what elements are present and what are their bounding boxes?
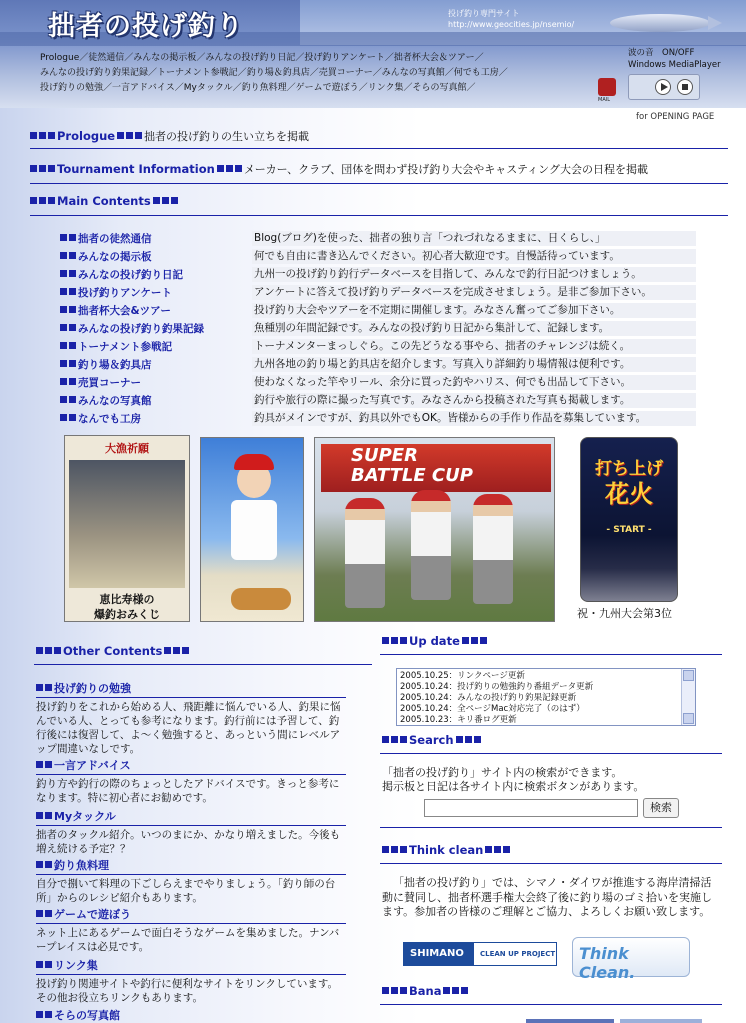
stop-icon[interactable] — [677, 79, 693, 95]
nav-separator: ／ — [148, 68, 158, 78]
main-contents-desc: 釣具がメインですが、釣具以外でもOK。皆様からの手作り作品を募集しています。 — [252, 411, 696, 426]
bana-heading — [382, 984, 470, 998]
main-contents-row — [60, 265, 696, 283]
player-label: Windows MediaPlayer — [628, 60, 721, 70]
nav-separator: ／ — [196, 53, 206, 63]
fireworks-banner[interactable] — [580, 437, 678, 602]
update-list — [400, 671, 679, 726]
divider — [380, 1004, 722, 1005]
play-icon[interactable] — [655, 79, 671, 95]
main-contents-link-label[interactable]: 拙者の徒然通信 — [78, 232, 152, 245]
tournament-section[interactable] — [30, 161, 648, 177]
other-contents-item — [36, 1007, 346, 1023]
other-contents-desc: 投げ釣り関連サイトや釣行に便利なサイトをリンクしています。その他お役立ちリンクもあります。 — [36, 978, 338, 1004]
other-contents-item — [36, 957, 346, 1005]
nav-separator: ／ — [444, 68, 454, 78]
avatar-illustration[interactable] — [200, 437, 304, 622]
fireworks-caption: 祝・九州大会第3位 — [577, 607, 672, 620]
other-contents-desc: 投げ釣りをこれから始める人、飛距離に悩んでいる人、釣果に悩んでいる人、とっても参考になります。釣行前には予習して、釣行後には復習して、よ～く勉強すると、あっという間にレベルアップ間違いなしです。 — [36, 701, 341, 755]
person-figure — [411, 490, 451, 600]
scroll-down-icon[interactable] — [683, 713, 694, 724]
nav-separator: ／ — [174, 83, 184, 93]
nav-link[interactable]: みんなの掲示板 — [133, 53, 197, 63]
nav-link[interactable]: 釣り場＆釣具店 — [246, 68, 310, 78]
other-contents-heading — [36, 644, 191, 658]
update-entry: 2005.10.25：リンクページ更新 — [400, 671, 525, 681]
other-contents-link-label[interactable]: 投げ釣りの勉強 — [54, 682, 131, 695]
other-contents-desc: 釣り方や釣行の際のちょっとしたアドバイスです。きっと参考になります。特に初心者にお勧めです。 — [36, 778, 340, 804]
banner-strip[interactable] — [526, 1019, 614, 1023]
nav-link[interactable]: Prologue — [40, 53, 80, 63]
other-contents-item — [36, 757, 346, 805]
main-contents-row — [60, 283, 696, 301]
tagline-text: 投げ釣り専門サイト — [448, 9, 520, 18]
sound-player — [628, 47, 721, 100]
main-contents-table — [60, 229, 696, 427]
nav-separator: ／ — [295, 53, 305, 63]
divider — [380, 863, 722, 864]
fireworks-start-button[interactable]: - START - — [606, 525, 652, 535]
other-contents-link[interactable] — [36, 808, 346, 826]
nav-row — [40, 51, 600, 66]
nav-link[interactable]: みんなの投げ釣り日記 — [205, 53, 296, 63]
other-contents-link[interactable] — [36, 857, 346, 875]
fireworks-title-2: 花火 — [605, 480, 653, 508]
main-contents-link[interactable] — [60, 303, 252, 318]
prologue-section[interactable] — [30, 128, 309, 144]
search-desc-line2: 掲示板と日記は各サイト内に検索ボタンがあります。 — [382, 780, 645, 793]
nav-separator: ／ — [403, 83, 413, 93]
search-input[interactable] — [424, 799, 638, 817]
main-contents-link[interactable] — [60, 393, 252, 408]
avatar-cap — [234, 454, 274, 470]
nav-separator: ／ — [237, 68, 247, 78]
main-contents-link-label[interactable]: みんなの写真館 — [78, 394, 152, 407]
main-contents-row — [60, 319, 696, 337]
divider — [380, 753, 722, 754]
search-button[interactable]: 検索 — [643, 798, 679, 818]
other-contents-link[interactable] — [36, 957, 346, 975]
think-clean-banner[interactable] — [572, 937, 690, 982]
nav-link[interactable]: みんなの投げ釣り釣果記録 — [40, 68, 149, 78]
other-contents-link[interactable] — [36, 757, 346, 775]
other-contents-item — [36, 906, 346, 954]
shimano-cleanup-banner[interactable] — [403, 942, 557, 966]
main-contents-desc: トーナメンターまっしぐら。この先どうなる事やら、拙者のチャレンジは続く。 — [252, 339, 696, 354]
main-contents-link[interactable] — [60, 357, 252, 372]
scroll-up-icon[interactable] — [683, 670, 694, 681]
avatar-body — [231, 500, 277, 560]
person-figure — [473, 494, 513, 604]
fireworks-title-1: 打ち上げ — [595, 459, 663, 479]
main-contents-link[interactable] — [60, 267, 252, 282]
nav-separator: ／ — [309, 68, 319, 78]
nav-separator: ／ — [286, 83, 296, 93]
main-contents-link-label[interactable]: みんなの掲示板 — [78, 250, 152, 263]
nav-link[interactable]: 売買コーナー — [318, 68, 373, 78]
update-entry: 2005.10.24：全ページMac対応完了（のはず） — [400, 704, 585, 714]
battle-cup-banner: SUPER BATTLE CUP — [321, 444, 551, 492]
main-contents-desc: アンケートに答えて投げ釣りデータベースを完成させましょう。是非ご参加下さい。 — [252, 285, 696, 300]
main-contents-row — [60, 355, 696, 373]
update-entry: 2005.10.24：みんなの投げ釣り釣果記録更新 — [400, 693, 577, 703]
main-contents-row — [60, 373, 696, 391]
main-contents-link-label[interactable]: みんなの投げ釣り釣果記録 — [78, 322, 204, 335]
main-contents-link-label[interactable]: トーナメント参戦記 — [78, 340, 173, 353]
other-contents-label: Other Contents — [63, 644, 163, 658]
main-contents-heading — [30, 194, 180, 208]
sound-toggle-label[interactable]: 波の音 ON/OFF — [628, 48, 695, 58]
nav-separator: ／ — [232, 83, 242, 93]
main-contents-label: Main Contents — [57, 194, 151, 208]
omikuji-banner[interactable] — [64, 435, 190, 622]
divider — [380, 654, 722, 655]
other-contents-link-label[interactable]: 一言アドバイス — [54, 759, 131, 772]
site-tagline — [448, 8, 574, 30]
main-contents-link-label[interactable]: みんなの投げ釣り日記 — [78, 268, 183, 281]
main-contents-row — [60, 229, 696, 247]
main-contents-row — [60, 301, 696, 319]
other-contents-item — [36, 680, 346, 756]
update-entry: 2005.10.23：キリ番ログ更新 — [400, 715, 517, 725]
nav-link[interactable]: トーナメント参戦記 — [157, 68, 238, 78]
update-label: Up date — [409, 634, 460, 648]
nav-link[interactable]: 釣り魚料理 — [241, 83, 287, 93]
main-contents-row — [60, 409, 696, 427]
other-contents-desc: 拙者のタックル紹介。いつのまにか、かなり増えました。今後も増え続ける予定？？ — [36, 829, 341, 855]
main-contents-desc: 使わなくなった竿やリール、余分に買った釣やハリス、何でも出品して下さい。 — [252, 375, 696, 390]
main-contents-link-label[interactable]: 投げ釣りアンケート — [78, 286, 172, 299]
site-header — [0, 0, 746, 108]
think-clean-heading — [382, 843, 512, 857]
divider — [30, 148, 728, 149]
nav-link[interactable]: みんなの写真館 — [381, 68, 445, 78]
other-contents-link[interactable] — [36, 906, 346, 924]
other-contents-link-label[interactable]: そらの写真館 — [54, 1009, 120, 1022]
think-clean-logo: Think Clean. — [579, 944, 636, 982]
main-contents-desc: 釣行や旅行の際に撮った写真です。みなさんから投稿された写真も掲載します。 — [252, 393, 696, 408]
other-contents-desc: ネット上にあるゲームで面白そうなゲームを集めました。ナンバープレイスは必見です。 — [36, 927, 340, 953]
update-log-box[interactable] — [396, 668, 696, 726]
main-contents-desc: 九州一の投げ釣り釣行データベースを目指して、みんなで釣行日記つけましょう。 — [252, 267, 696, 282]
other-contents-item — [36, 808, 346, 856]
tournament-desc: メーカー、クラブ、団体を問わず投げ釣り大会やキャスティング大会の日程を掲載 — [243, 163, 648, 176]
nav-separator: ／ — [474, 53, 484, 63]
shimano-logo: SHIMANO — [410, 948, 464, 959]
omikuji-caption-2: 爆釣おみくじ — [94, 608, 160, 621]
omikuji-top-text: 大漁祈願 — [105, 442, 149, 455]
battle-cup-photo[interactable] — [314, 437, 555, 622]
shrine-photo — [69, 460, 185, 588]
nav-separator: ／ — [103, 83, 113, 93]
other-contents-link[interactable] — [36, 1007, 346, 1023]
nav-separator: ／ — [358, 83, 368, 93]
main-contents-link-label[interactable]: 拙者杯大会&ツアー — [78, 304, 171, 317]
main-contents-link[interactable] — [60, 339, 252, 354]
main-contents-desc: Blog(ブログ)を使った、拙者の独り言「つれづれなるままに、日くらし、」 — [252, 231, 696, 246]
update-heading — [382, 634, 489, 648]
player-controls — [628, 74, 700, 100]
other-contents-link-label[interactable]: ゲームで遊ぼう — [54, 908, 131, 921]
update-scrollbar[interactable] — [681, 669, 695, 725]
main-contents-desc: 魚種別の年間記録です。みんなの投げ釣り日記から集計して、記録します。 — [252, 321, 696, 336]
nav-link[interactable]: 徒然通信 — [88, 53, 125, 63]
nav-link[interactable]: 何でも工房 — [453, 68, 499, 78]
update-entry: 2005.10.24：投げ釣りの勉強釣り番組データ更新 — [400, 682, 594, 692]
bana-label: Bana — [409, 984, 442, 998]
other-contents-link-label[interactable]: リンク集 — [54, 959, 98, 972]
person-figure — [345, 498, 385, 608]
think-clean-text: 「拙者の投げ釣り」では、シマノ・ダイワが推進する海岸清掃活動に賛同し、拙者杯選手権大会終了後に釣り場のゴミ拾いを実施します。参加者の皆様のご理解とご協力、よろしくお願い致します。 — [382, 876, 712, 918]
prologue-desc: 拙者の投げ釣りの生い立ちを掲載 — [144, 130, 310, 143]
divider — [34, 664, 372, 665]
nav-link[interactable]: 一言アドバイス — [112, 83, 175, 93]
main-contents-link[interactable] — [60, 321, 252, 336]
main-contents-desc: 投げ釣り大会やツアーを不定期に開催します。みなさん奮ってご参加下さい。 — [252, 303, 696, 318]
search-description — [382, 766, 644, 794]
nav-row — [40, 66, 600, 81]
search-desc-line1: 「拙者の投げ釣り」サイト内の検索ができます。 — [382, 766, 623, 779]
fish-logo-icon — [610, 14, 710, 32]
other-contents-desc: 自分で捌いて料理の下ごしらえまでやりましょう。「釣り師の台所」からのレシピ紹介もあります。 — [36, 878, 336, 904]
main-contents-link[interactable] — [60, 411, 252, 426]
main-contents-link[interactable] — [60, 285, 252, 300]
main-navigation — [40, 51, 600, 96]
site-title[interactable]: 拙者の投げ釣り — [48, 11, 244, 42]
main-contents-link[interactable] — [60, 249, 252, 264]
other-contents-link[interactable] — [36, 680, 346, 698]
think-clean-label: Think clean — [409, 843, 484, 857]
divider — [30, 183, 728, 184]
prologue-link[interactable]: Prologue — [57, 129, 116, 143]
main-contents-link-label[interactable]: 売買コーナー — [78, 376, 141, 389]
divider — [30, 215, 728, 216]
nav-separator: ／ — [79, 53, 89, 63]
dog-icon — [231, 588, 291, 610]
omikuji-caption-1: 恵比寿様の — [99, 593, 155, 606]
other-contents-link-label[interactable]: 釣り魚料理 — [54, 859, 109, 872]
nav-link[interactable]: 投げ釣りアンケート — [304, 53, 385, 63]
nav-separator: ／ — [124, 53, 134, 63]
nav-row — [40, 81, 600, 96]
main-contents-link[interactable] — [60, 231, 252, 246]
mail-icon[interactable] — [598, 78, 616, 96]
other-contents-item — [36, 857, 346, 905]
nav-link[interactable]: 拙者杯大会＆ツアー — [393, 53, 475, 63]
nav-separator: ／ — [498, 68, 508, 78]
main-contents-row — [60, 247, 696, 265]
tournament-link[interactable]: Tournament Information — [57, 162, 215, 176]
search-heading — [382, 733, 483, 747]
nav-separator: ／ — [384, 53, 394, 63]
main-contents-row — [60, 391, 696, 409]
main-contents-desc: 何でも自由に書き込んでください。初心者大歓迎です。自慢話待っています。 — [252, 249, 696, 264]
other-contents-link-label[interactable]: Myタックル — [54, 810, 116, 823]
search-label: Search — [409, 733, 454, 747]
nav-separator: ／ — [466, 83, 476, 93]
main-contents-link[interactable] — [60, 375, 252, 390]
nav-link[interactable]: Myタックル — [183, 83, 233, 93]
nav-link[interactable]: 投げ釣りの勉強 — [40, 83, 104, 93]
banner-strip[interactable] — [620, 1019, 702, 1023]
nav-link[interactable]: そらの写真館 — [412, 83, 467, 93]
opening-page-link[interactable]: for OPENING PAGE — [636, 112, 715, 122]
main-contents-row — [60, 337, 696, 355]
site-url: http://www.geocities.jp/nsemio/ — [448, 20, 575, 29]
nav-link[interactable]: リンク集 — [367, 83, 404, 93]
divider — [380, 827, 722, 828]
nav-link[interactable]: ゲームで遊ぼう — [295, 83, 359, 93]
main-contents-link-label[interactable]: なんでも工房 — [78, 412, 141, 425]
main-contents-desc: 九州各地の釣り場と釣具店を紹介します。写真入り詳細釣り場情報は便利です。 — [252, 357, 696, 372]
cleanup-project-label: CLEAN UP PROJECT — [480, 950, 556, 958]
nav-separator: ／ — [372, 68, 382, 78]
main-contents-link-label[interactable]: 釣り場＆釣具店 — [78, 358, 152, 371]
